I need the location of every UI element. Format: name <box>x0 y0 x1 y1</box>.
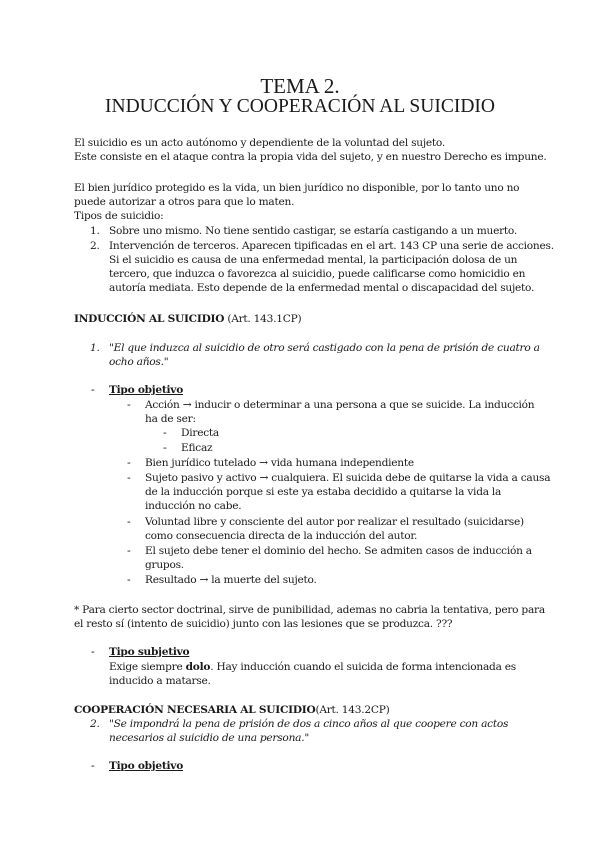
bullet-dash: - <box>91 645 95 658</box>
tipos-item-2-text: Intervención de terceros. Aparecen tipificadas en el art. 143 CP una serie de acciones. <box>109 240 554 252</box>
tipos-item-2-text: Si el suicidio es causa de una enfermedad mental, la participación dolosa de un <box>109 254 518 266</box>
tipo-objetivo-item: El sujeto debe tener el dominio del hecho. Se admiten casos de inducción a <box>145 545 532 557</box>
intro-paragraph-3b: puede autorizar a otros para que lo maten. <box>74 196 295 208</box>
tipo-objetivo-item: inducción no cabe. <box>145 500 242 512</box>
bullet-dash: - <box>127 456 131 469</box>
bullet-dash: - <box>127 573 131 586</box>
cooperacion-quote-line: necesarios al suicidio de una persona." <box>109 732 309 744</box>
cooperacion-tipo-objetivo-label: Tipo objetivo <box>109 760 184 772</box>
bullet-dash: - <box>91 383 95 396</box>
tipo-objetivo-item: Acción → inducir o determinar a una persona a que se suicide. La inducción <box>145 399 535 411</box>
tipos-item-2-text: autoría mediata. Esto depende de la enfermedad mental o discapacidad del sujeto. <box>109 282 535 294</box>
title-line-2: INDUCCIÓN Y COOPERACIÓN AL SUICIDIO <box>105 96 495 117</box>
induccion-quote-number: 1. <box>90 342 100 354</box>
tipos-item-2-text: tercero, que induzca o favorezca al suicidio, puede calificarse como homicidio en <box>109 268 526 280</box>
tipos-item-1-text: Sobre uno mismo. No tiene sentido castigar, se estaría castigando a un muerto. <box>109 225 517 237</box>
tipo-objetivo-item: Voluntad libre y consciente del autor por realizar el resultado (suicidarse) <box>145 516 524 528</box>
cooperacion-quote-line: "Se impondrá la pena de prisión de dos a cinco años al que coopere con actos <box>109 718 509 730</box>
tipo-objetivo-item: Bien jurídico tutelado → vida humana independiente <box>145 457 414 469</box>
tipos-label: Tipos de suicidio: <box>74 210 164 222</box>
note-line: * Para cierto sector doctrinal, sirve de punibilidad, ademas no cabria la tentativa, pero para <box>74 604 545 616</box>
tipo-objetivo-label: Tipo objetivo <box>109 384 184 396</box>
tipo-objetivo-item: grupos. <box>145 559 184 571</box>
subitem: Directa <box>181 427 219 439</box>
tipo-objetivo-item: Resultado → la muerte del sujeto. <box>145 574 317 586</box>
dolo-term: dolo <box>185 661 211 673</box>
intro-paragraph-1: El suicidio es un acto autónomo y dependiente de la voluntad del sujeto. <box>74 137 445 149</box>
bullet-dash: - <box>127 515 131 528</box>
intro-paragraph-3a: El bien jurídico protegido es la vida, un bien jurídico no disponible, por lo tanto uno no <box>74 182 520 194</box>
bullet-dash: - <box>163 441 167 454</box>
bullet-dash: - <box>127 544 131 557</box>
tipo-objetivo-item: ha de ser: <box>145 413 196 425</box>
induccion-quote-line: ocho años." <box>109 356 169 368</box>
tipo-objetivo-item: Sujeto pasivo y activo → cualquiera. El suicida debe de quitarse la vida a causa <box>145 472 551 484</box>
bullet-dash: - <box>163 426 167 439</box>
subitem: Eficaz <box>181 442 213 454</box>
tipo-subjetivo-text-post: . Hay inducción cuando el suicida de forma intencionada es <box>210 661 516 673</box>
tipos-item-1-number: 1. <box>90 225 100 237</box>
induccion-quote-line: "El que induzca al suicidio de otro será castigado con la pena de prisión de cuatro a <box>109 342 540 354</box>
tipo-objetivo-item: como consecuencia directa de la inducción del autor. <box>145 530 418 542</box>
tipos-item-2-number: 2. <box>90 240 100 252</box>
tipo-subjetivo-label: Tipo subjetivo <box>109 646 190 658</box>
cooperacion-heading: COOPERACIÓN NECESARIA AL SUICIDIO <box>74 704 316 716</box>
induccion-heading: INDUCCIÓN AL SUICIDIO <box>74 313 225 325</box>
tipo-subjetivo-text <box>109 660 516 674</box>
bullet-dash: - <box>127 398 131 411</box>
tipo-subjetivo-text-pre: Exige siempre <box>109 661 186 673</box>
tipo-objetivo-item: de la inducción porque si este ya estaba decidido a quitarse la vida la <box>145 486 502 498</box>
cooperacion-heading-ref: (Art. 143.2CP) <box>315 704 390 716</box>
bullet-dash: - <box>127 471 131 484</box>
bullet-dash: - <box>91 759 95 772</box>
cooperacion-quote-number: 2. <box>90 718 100 730</box>
title-line-1: TEMA 2. <box>260 74 340 98</box>
intro-paragraph-2: Este consiste en el ataque contra la propia vida del sujeto, y en nuestro Derecho es impune. <box>74 151 547 163</box>
section-heading-cooperacion <box>74 703 390 717</box>
note-line: el resto sí (intento de suicidio) junto con las lesiones que se produzca. ??? <box>74 618 453 630</box>
induccion-heading-ref: (Art. 143.1CP) <box>224 313 302 325</box>
tipo-subjetivo-text: inducido a matarse. <box>109 675 211 687</box>
section-heading-induccion <box>74 312 301 326</box>
